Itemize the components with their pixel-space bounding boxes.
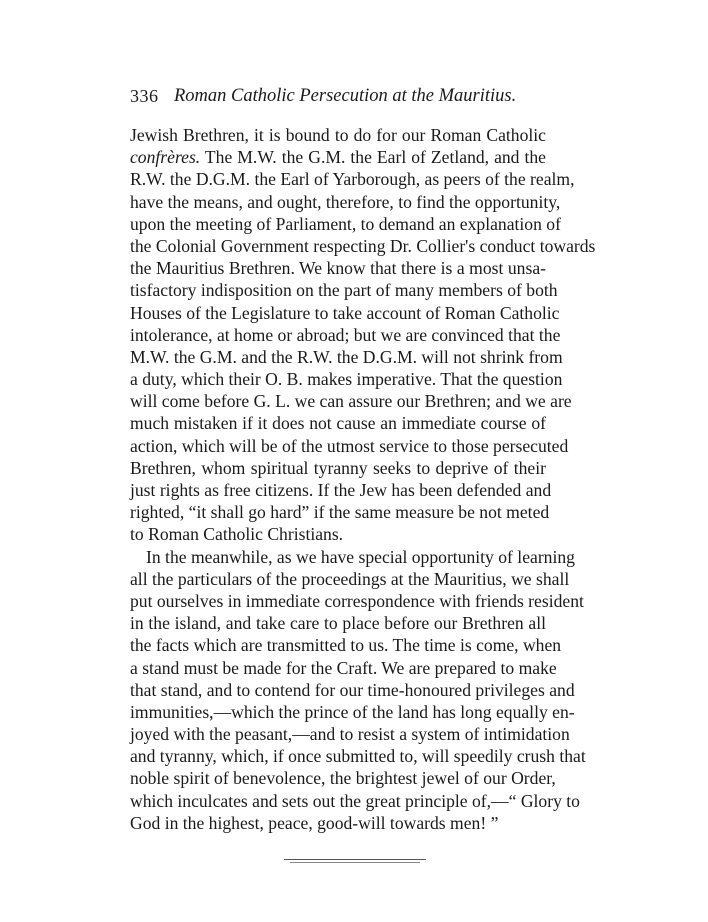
page-header [130, 86, 550, 112]
text-line: R.W. the D.G.M. the Earl of Yarborough, as peers of the realm, [130, 169, 575, 190]
text-line: Houses of the Legislature to take account of Roman Catholic [130, 302, 560, 323]
text-line: noble spirit of benevolence, the brightest jewel of our Order, [130, 768, 556, 789]
text-line: all the particulars of the proceedings at the Mauritius, we shall [130, 568, 570, 589]
text-line [130, 146, 546, 168]
text-line: action, which will be of the utmost service to those persecuted [130, 435, 569, 456]
text-line: in the island, and take care to place before our Brethren all [130, 613, 546, 634]
text-line: Brethren, whom spiritual tyranny seeks to deprive of their [130, 457, 546, 478]
text-line: a duty, which their O. B. makes imperative. That the question [130, 369, 563, 390]
text-line: the Mauritius Brethren. We know that there is a most unsa- [130, 258, 546, 279]
body-text [130, 124, 596, 834]
text-line: to Roman Catholic Christians. [130, 524, 344, 545]
section-rule-secondary [290, 862, 420, 863]
text-line: the Colonial Government respecting Dr. Collier's conduct towards [130, 235, 596, 256]
text-line: M.W. the G.M. and the R.W. the D.G.M. will not shrink from [130, 346, 563, 367]
text-line: immunities,—which the prince of the land has long equally en- [130, 701, 575, 722]
text-line: much mistaken if it does not cause an immediate course of [130, 413, 546, 434]
text-line: righted, “it shall go hard” if the same measure be not meted [130, 502, 550, 523]
text-line: a stand must be made for the Craft. We are prepared to make [130, 657, 557, 678]
text-line: intolerance, at home or abroad; but we are convinced that the [130, 324, 561, 345]
text-line: put ourselves in immediate correspondence with friends resident [130, 590, 584, 611]
text-line: that stand, and to contend for our time-honoured privileges and [130, 679, 575, 700]
text-line: upon the meeting of Parliament, to demand an explanation of [130, 213, 561, 234]
section-rule [284, 859, 426, 860]
text-line: have the means, and ought, therefore, to find the opportunity, [130, 191, 561, 212]
text-line: which inculcates and sets out the great principle of,—“ Glory to [130, 790, 580, 811]
text-line: In the meanwhile, as we have special opportunity of learning [146, 546, 575, 567]
text-line: joyed with the peasant,—and to resist a system of intimidation [130, 724, 570, 745]
text-line: tisfactory indisposition on the part of many members of both [130, 280, 558, 301]
text-line: will come before G. L. we can assure our Brethren; and we are [130, 391, 572, 412]
text-run: The M.W. the G.M. the Earl of Zetland, and the [200, 147, 546, 168]
running-title: Roman Catholic Persecution at the Mauritius. [174, 86, 517, 106]
text-line: Jewish Brethren, it is bound to do for our Roman Catholic [130, 125, 546, 145]
text-line: the facts which are transmitted to us. The time is come, when [130, 635, 562, 656]
text-line: just rights as free citizens. If the Jew has been defended and [130, 480, 552, 500]
page-number: 336 [130, 86, 159, 106]
text-line: and tyranny, which, if once submitted to, will speedily crush that [130, 746, 586, 767]
italic-word: confrères. [130, 147, 201, 168]
text-line: God in the highest, peace, good-will towards men! ” [130, 812, 499, 833]
